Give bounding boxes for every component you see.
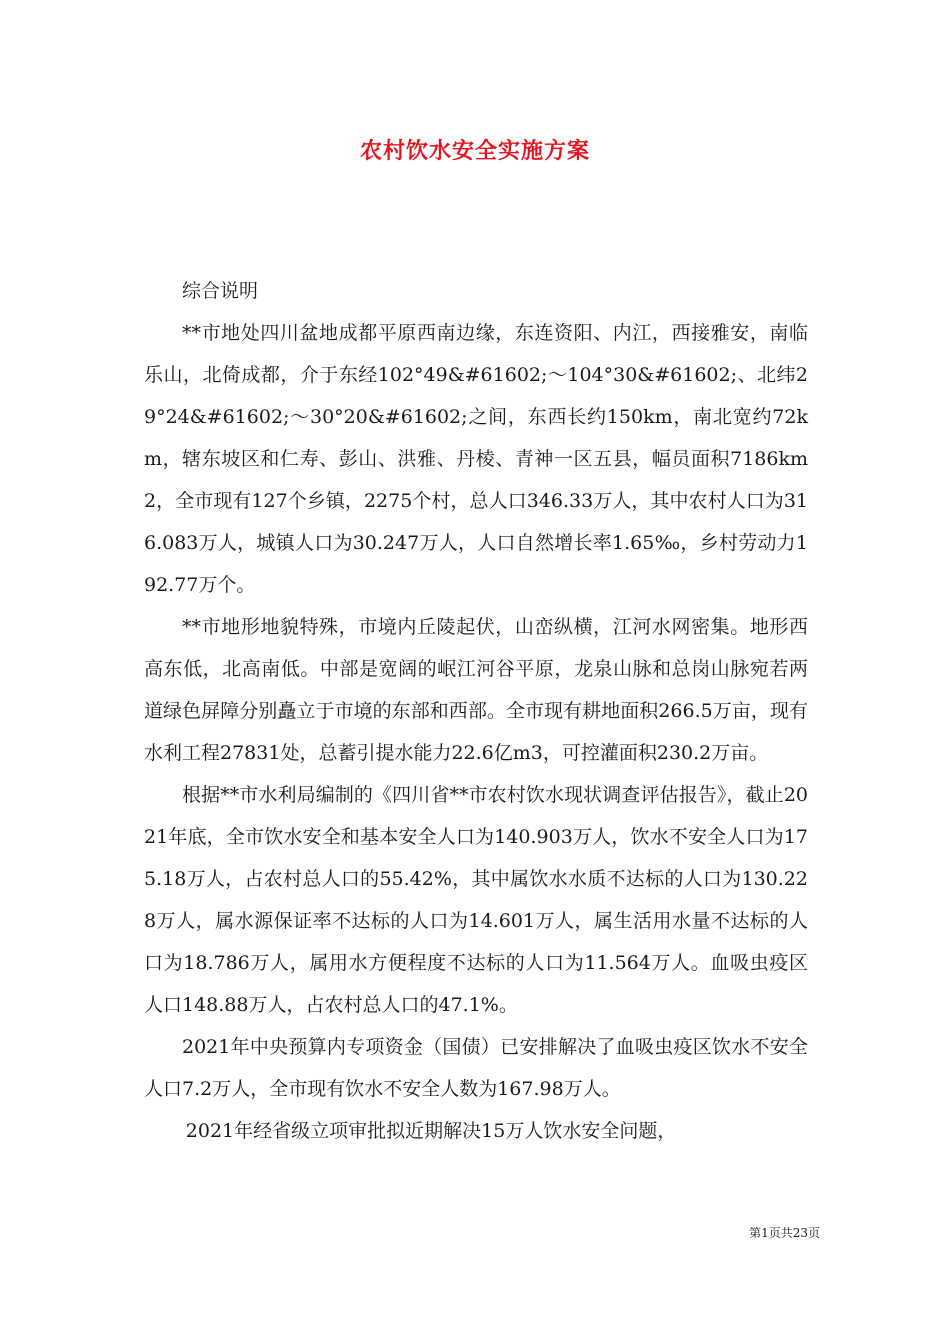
paragraph-heading: 综合说明 xyxy=(182,280,259,302)
paragraph: **市地处四川盆地成都平原西南边缘，东连资阳、内江，西接雅安，南临乐山，北倚成都，介于东经102°49&#61602;～104°30&#61602;、北纬29°24&#61602;～30°20&#61602;之间，东西长约150km，南北宽约72km，辖东坡区和仁寿、彭山、洪雅、丹棱、青神一区五县，幅员面积7186km2，全市现有127个乡镇，2275个村，总人口346.33万人，其中农村人口为316.083万人，城镇人口为30.247万人，人口自然增长率1.65‰，乡村劳动力192.77万个。 xyxy=(144,322,808,596)
paragraph: 2021年经省级立项审批拟近期解决15万人饮水安全问题， xyxy=(185,1120,677,1142)
page-number: 第1页共23页 xyxy=(749,1226,820,1240)
paragraph: **市地形地貌特殊，市境内丘陵起伏，山峦纵横，江河水网密集。地形西高东低，北高南低。中部是宽阔的岷江河谷平原，龙泉山脉和总岗山脉宛若两道绿色屏障分别矗立于市境的东部和西部。全市现有耕地面积266.5万亩，现有水利工程27831处，总蓄引提水能力22.6亿m3，可控灌面积230.2万亩。 xyxy=(144,616,808,764)
document-title: 农村饮水安全实施方案 xyxy=(359,138,590,164)
document-body xyxy=(144,270,808,1152)
paragraph: 根据**市水利局编制的《四川省**市农村饮水现状调查评估报告》，截止2021年底，全市饮水安全和基本安全人口为140.903万人，饮水不安全人口为175.18万人，占农村总人口的55.42%，其中属饮水水质不达标的人口为130.228万人，属水源保证率不达标的人口为14.601万人，属生活用水量不达标的人口为18.786万人，属用水方便程度不达标的人口为11.564万人。血吸虫疫区人口148.88万人，占农村总人口的47.1%。 xyxy=(144,784,808,1016)
paragraph: 2021年中央预算内专项资金（国债）已安排解决了血吸虫疫区饮水不安全人口7.2万人，全市现有饮水不安全人数为167.98万人。 xyxy=(144,1036,808,1100)
